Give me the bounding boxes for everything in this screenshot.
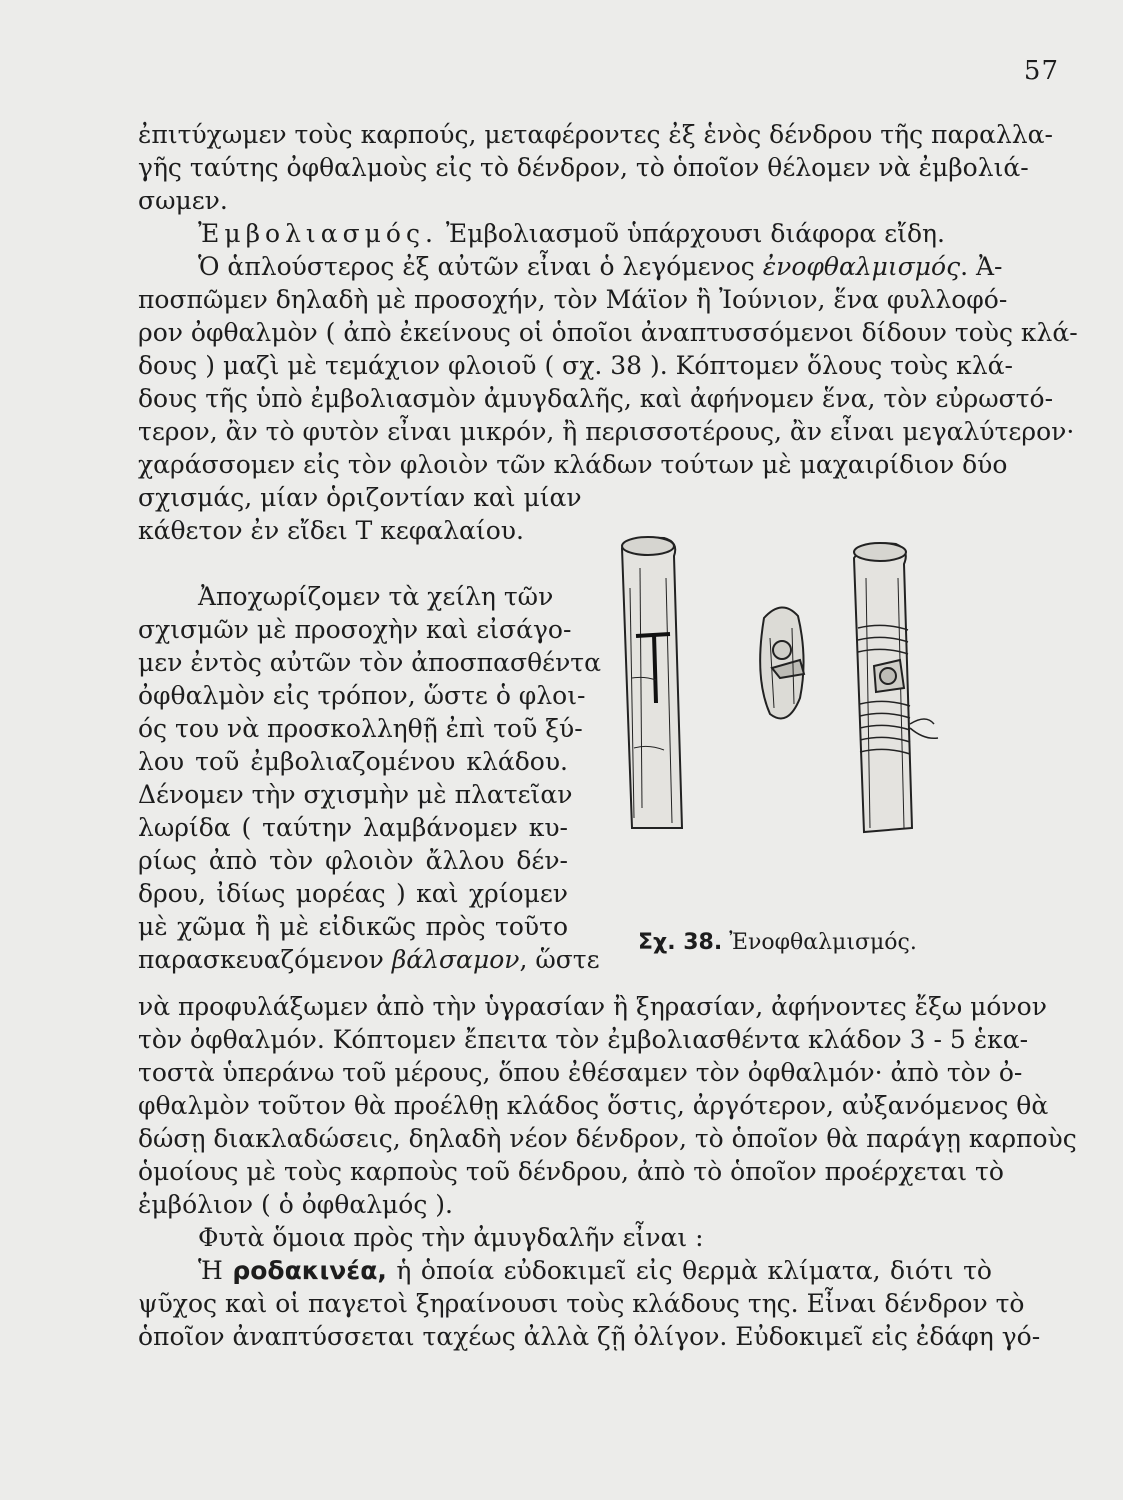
text-line: ποσπῶμεν δηλαδὴ μὲ προσοχήν, τὸν Μάϊον ἢ Ἰούνιον, ἕνα φυλλοφό- <box>138 285 1008 314</box>
text-line: ός του νὰ προσκολληθῇ ἐπὶ τοῦ ξύ- <box>138 714 583 743</box>
section-heading: Ἐμβολιασμός. <box>198 219 438 248</box>
text-line: τοστὰ ὑπεράνω τοῦ μέρους, ὅπου ἐθέσαμεν τὸν ὀφθαλμόν· ἀπὸ τὸν ὀ- <box>138 1058 1023 1087</box>
figure-label: Σχ. 38. <box>638 930 723 955</box>
text-line: δους τῆς ὑπὸ ἐμβολιασμὸν ἀμυγδαλῆς, καὶ ἀφήνομεν ἕνα, τὸν εὐρωστό- <box>138 384 1054 413</box>
text-line: ρον ὀφθαλμὸν ( ἀπὸ ἐκείνους οἱ ὁποῖοι ἀναπτυσσόμενοι δίδουν τοὺς κλά- <box>138 318 1078 347</box>
section-heading-line <box>138 217 992 250</box>
body-text-wrapped <box>138 580 601 976</box>
text-line: μὲ χῶμα ἢ μὲ εἰδικῶς πρὸς τοῦτο <box>138 912 568 941</box>
text-line: χαράσσομεν εἰς τὸν φλοιὸν τῶν κλάδων τούτων μὲ μαχαιρίδιον δύο <box>138 450 1008 479</box>
text-line: ψῦχος καὶ οἱ παγετοὶ ξηραίνουσι τοὺς κλάδους της. Εἶναι δένδρον τὸ <box>138 1289 1025 1318</box>
text-line: ὁποῖον ἀναπτύσσεται ταχέως ἀλλὰ ζῇ ὀλίγον. Εὐδοκιμεῖ εἰς ἐδάφη γό- <box>138 1322 1041 1351</box>
text-line: λωρίδα ( ταύτην λαμβάνομεν κυ- <box>138 813 568 842</box>
text-line: ὁμοίους μὲ τοὺς καρποὺς τοῦ δένδρου, ἀπὸ τὸ ὁποῖον προέρχεται τὸ <box>138 1157 1004 1186</box>
text-line: νὰ προφυλάξωμεν ἀπὸ τὴν ὑγρασίαν ἢ ξηρασίαν, ἀφήνοντες ἔξω μόνον <box>138 992 1047 1021</box>
text-line <box>138 1254 992 1287</box>
tied-branch <box>854 543 938 832</box>
text-fragment: ἡ ὁποία εὐδοκιμεῖ εἰς θερμὰ κλίματα, διότι τὸ <box>386 1256 992 1285</box>
grafting-illustration <box>604 528 992 948</box>
heading-rest: Ἐμβολιασμοῦ ὑπάρχουσι διάφορα εἴδη. <box>437 219 945 248</box>
text-line: τερον, ἂν τὸ φυτὸν εἶναι μικρόν, ἢ περισσοτέρους, ἂν εἶναι μεγαλύτερον· <box>138 417 1075 446</box>
text-line: λου τοῦ ἐμβολιαζομένου κλάδου. <box>138 747 568 776</box>
text-line: τὸν ὀφθαλμόν. Κόπτομεν ἔπειτα τὸν ἐμβολιασθέντα κλάδον 3 - 5 ἑκα- <box>138 1025 1029 1054</box>
text-line: Δένομεν τὴν σχισμὴν μὲ πλατεῖαν <box>138 780 573 809</box>
body-text-bottom <box>138 990 1077 1353</box>
text-line: μεν ἐντὸς αὐτῶν τὸν ἀποσπασθέντα <box>138 648 601 677</box>
text-fragment: Ὁ ἁπλούστερος ἐξ αὐτῶν εἶναι ὁ λεγόμενος <box>198 252 763 281</box>
text-line: κάθετον ἐν εἴδει Τ κεφαλαίου. <box>138 516 524 545</box>
text-fragment: , ὥστε <box>519 945 600 974</box>
text-line: δους ) μαζὶ μὲ τεμάχιον φλοιοῦ ( σχ. 38 ). Κόπτομεν ὅλους τοὺς κλά- <box>138 351 1013 380</box>
text-fragment: . Ἀ- <box>960 252 1003 281</box>
text-line: ἐμβόλιον ( ὁ ὀφθαλμός ). <box>138 1190 453 1219</box>
figure-caption-text: Ἐνοφθαλμισμός. <box>722 930 917 955</box>
bud-shield <box>760 607 804 718</box>
figure-38-illustration <box>604 528 992 948</box>
term-enofthalmismos: ἐνοφθαλμισμός <box>762 252 961 281</box>
text-line: γῆς ταύτης ὀφθαλμοὺς εἰς τὸ δένδρον, τὸ ὁποῖον θέλομεν νὰ ἐμβολιά- <box>138 153 1029 182</box>
text-line: ὀφθαλμὸν εἰς τρόπον, ὥστε ὁ φλοι- <box>138 681 586 710</box>
figure-caption <box>638 930 917 955</box>
page-number: 57 <box>1023 56 1059 86</box>
text-line: σωμεν. <box>138 186 228 215</box>
branch-with-t-cut <box>622 537 682 828</box>
text-line: σχισμῶν μὲ προσοχὴν καὶ εἰσάγο- <box>138 615 572 644</box>
text-line <box>138 250 1003 283</box>
text-line: Φυτὰ ὅμοια πρὸς τὴν ἀμυγδαλῆν εἶναι : <box>198 1223 704 1252</box>
text-line: σχισμάς, μίαν ὁριζοντίαν καὶ μίαν <box>138 483 582 512</box>
text-line: δώσῃ διακλαδώσεις, δηλαδὴ νέον δένδρον, τὸ ὁποῖον θὰ παράγῃ καρποὺς <box>138 1124 1077 1153</box>
term-balsamon: βάλσαμον <box>391 945 520 974</box>
text-line: ρίως ἀπὸ τὸν φλοιὸν ἄλλου δέν- <box>138 846 568 875</box>
term-rodakinea: ροδακινέα, <box>232 1256 387 1285</box>
text-line: ἐπιτύχωμεν τοὺς καρπούς, μεταφέροντες ἐξ ἑνὸς δένδρου τῆς παραλλα- <box>138 120 1053 149</box>
text-fragment: Ἡ <box>198 1256 233 1285</box>
text-line: δρου, ἰδίως μορέας ) καὶ χρίομεν <box>138 879 568 908</box>
text-fragment: παρασκευαζόμενον <box>138 945 392 974</box>
text-line <box>138 943 600 976</box>
body-text-top <box>138 118 1078 547</box>
text-line: Ἀποχωρίζομεν τὰ χείλη τῶν <box>198 582 554 611</box>
text-line: φθαλμὸν τοῦτον θὰ προέλθῃ κλάδος ὅστις, ἀργότερον, αὐξανόμενος θὰ <box>138 1091 1049 1120</box>
